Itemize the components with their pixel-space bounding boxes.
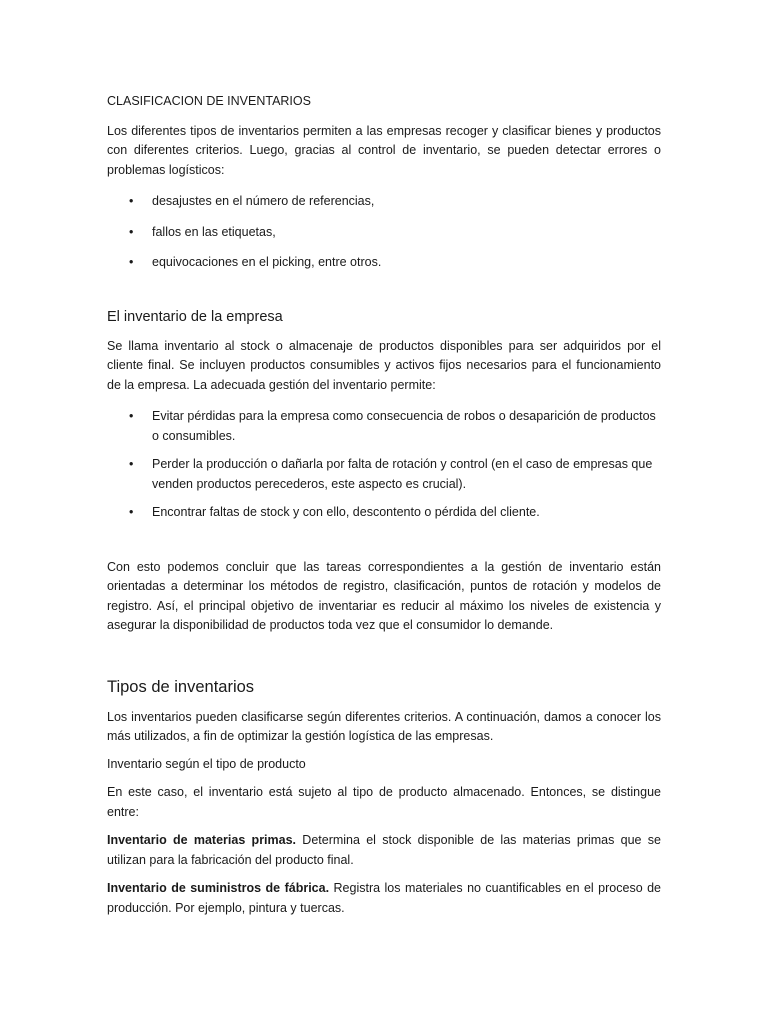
intro-bullet-list [107, 192, 661, 273]
document-heading: CLASIFICACION DE INVENTARIOS [107, 94, 311, 108]
supplies-paragraph [107, 879, 661, 918]
list-item-text: fallos en las etiquetas, [152, 224, 276, 239]
list-item-text: Evitar pérdidas para la empresa como consecuencia de robos o desaparición de productos o consumibles. [152, 409, 656, 443]
list-item [107, 503, 661, 523]
list-item [107, 192, 661, 212]
intro-paragraph: Los diferentes tipos de inventarios permiten a las empresas recoger y clasificar bienes y productos con diferentes criterios. Luego, gracias al control de inventario, se pueden detectar errores o problemas logísticos: [107, 123, 661, 177]
subsection-title: Inventario según el tipo de producto [107, 756, 306, 771]
bullet-icon: • [129, 194, 134, 208]
subsection-paragraph: En este caso, el inventario está sujeto al tipo de producto almacenado. Entonces, se distingue entre: [107, 785, 661, 819]
list-item-text: Encontrar faltas de stock y con ello, descontento o pérdida del cliente. [152, 505, 540, 519]
bullet-icon: • [129, 457, 134, 471]
list-item-text: Perder la producción o dañarla por falta de rotación y control (en el caso de empresas que venden productos perecederos, este aspecto es crucial). [152, 457, 653, 491]
section-title-tipos-inventarios: Tipos de inventarios [107, 677, 255, 696]
supplies-label: Inventario de suministros de fábrica. [107, 881, 330, 895]
bullet-icon: • [129, 224, 134, 239]
conclusion-paragraph: Con esto podemos concluir que las tareas correspondientes a la gestión de inventario están orientadas a determinar los métodos de registro, clasificación, puntos de rotación y modelos de registro. Así, el principal objetivo de inventariar es reducir al máximo los niveles de existencia y asegurar la disponibilidad de productos toda vez que el consumidor lo demande. [107, 559, 661, 632]
bullet-icon: • [129, 255, 134, 269]
section1-paragraph: Se llama inventario al stock o almacenaje de productos disponibles para ser adquiridos por el cliente final. Se incluyen productos consumibles y activos fijos necesarios para el funcionamiento de la empresa. La adecuada gestión del inventario permite: [107, 338, 661, 392]
list-item [107, 223, 661, 243]
supplies-text: Registra los materiales no cuantificables en el proceso de producción. Por ejemplo, pintura y tuercas. [107, 881, 662, 915]
section2-paragraph: Los inventarios pueden clasificarse según diferentes criterios. A continuación, damos a conocer los más utilizados, a fin de optimizar la gestión logística de las empresas. [107, 709, 661, 743]
section-title-inventario-empresa: El inventario de la empresa [107, 308, 283, 325]
bullet-icon: • [129, 505, 134, 519]
bullet-icon: • [129, 409, 134, 423]
raw-materials-paragraph [107, 831, 661, 870]
raw-materials-label: Inventario de materias primas. [107, 833, 297, 847]
list-item [107, 407, 661, 446]
list-item [107, 455, 661, 494]
list-item-text: desajustes en el número de referencias, [152, 194, 375, 208]
list-item [107, 253, 661, 273]
list-item-text: equivocaciones en el picking, entre otros. [152, 255, 382, 269]
section1-bullet-list [107, 407, 661, 523]
raw-materials-text: Determina el stock disponible de las materias primas que se utilizan para la fabricación del producto final. [107, 833, 661, 867]
